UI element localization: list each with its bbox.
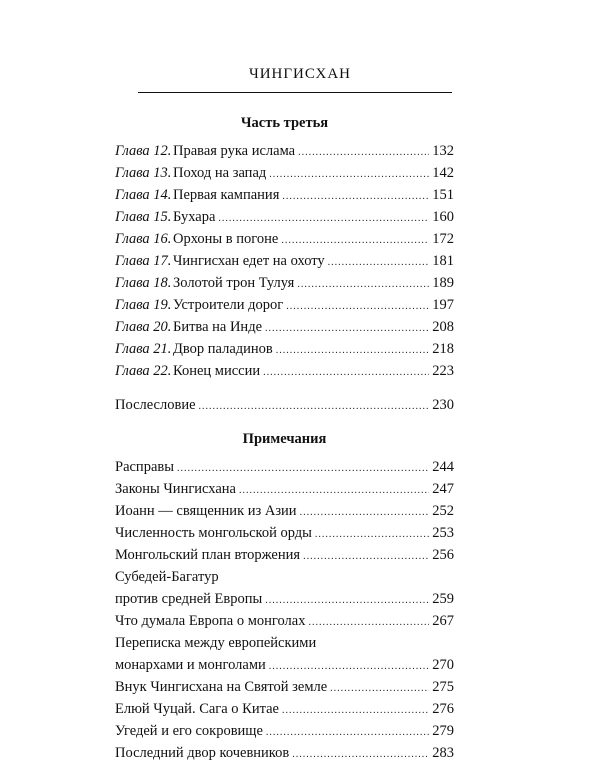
toc-entry[interactable] [115, 720, 454, 742]
toc-entry[interactable] [115, 522, 454, 544]
entry-title: Что думала Европа о монголах [115, 613, 306, 629]
toc-entry[interactable] [115, 698, 454, 720]
dot-leader [263, 362, 429, 382]
chapter-number: Глава 12. [115, 143, 172, 159]
dot-leader [265, 590, 429, 610]
page-number: 253 [432, 525, 454, 541]
toc-entry[interactable] [115, 676, 454, 698]
entry-title: Субедей-Багатур [115, 569, 219, 585]
dot-leader [308, 612, 429, 632]
dot-leader [297, 274, 429, 294]
section-title-notes: Примечания [242, 431, 327, 447]
toc-entry[interactable] [115, 294, 454, 316]
page-number: 275 [432, 679, 454, 695]
entry-title: Расправы [115, 459, 174, 475]
toc-entry[interactable] [115, 338, 454, 360]
toc-entry[interactable] [115, 654, 454, 676]
page-number: 151 [432, 187, 454, 203]
page-number: 256 [432, 547, 454, 563]
entry-title: Переписка между европейскими [115, 635, 317, 651]
chapter-number: Глава 21. [115, 341, 172, 357]
page-number: 208 [432, 319, 454, 335]
chapter-number: Глава 18. [115, 275, 172, 291]
toc-entry[interactable] [115, 588, 454, 610]
chapter-number: Глава 16. [115, 231, 172, 247]
dot-leader [269, 656, 430, 676]
page-number: 247 [432, 481, 454, 497]
dot-leader [292, 744, 429, 764]
entry-title: Иоанн — священник из Азии [115, 503, 297, 519]
dot-leader [300, 502, 430, 522]
entry-title: Золотой трон Тулуя [173, 275, 295, 291]
chapter-number: Глава 14. [115, 187, 172, 203]
toc-entry-afterword[interactable] [115, 394, 454, 416]
toc-entry[interactable] [115, 206, 454, 228]
entry-title: Двор паладинов [173, 341, 273, 357]
toc-entry[interactable] [115, 544, 454, 566]
entry-title: Орхоны в погоне [173, 231, 279, 247]
toc-entry[interactable] [115, 456, 454, 478]
page-number: 132 [432, 143, 454, 159]
dot-leader [315, 524, 429, 544]
chapter-number: Глава 15. [115, 209, 172, 225]
page-number: 230 [432, 397, 454, 413]
page-number: 172 [432, 231, 454, 247]
page-number: 279 [432, 723, 454, 739]
chapter-number: Глава 19. [115, 297, 172, 313]
entry-title: Чингисхан едет на охоту [173, 253, 325, 269]
entry-title: Внук Чингисхана на Святой земле [115, 679, 328, 695]
entry-title: Последний двор кочевников [115, 745, 290, 761]
entry-title: Бухара [173, 209, 216, 225]
toc-entry[interactable] [115, 250, 454, 272]
page-number: 244 [432, 459, 454, 475]
toc-entry[interactable] [115, 500, 454, 522]
entry-title: Устроители дорог [173, 297, 284, 313]
page-number: 259 [432, 591, 454, 607]
dot-leader [282, 186, 429, 206]
entry-title: Битва на Инде [173, 319, 263, 335]
dot-leader [218, 208, 429, 228]
page-number: 223 [432, 363, 454, 379]
entry-title: Послесловие [115, 397, 196, 413]
toc-entry-first-line[interactable] [115, 632, 454, 654]
dot-leader [328, 252, 430, 272]
toc-entry[interactable] [115, 140, 454, 162]
chapter-number: Глава 22. [115, 363, 172, 379]
page-number: 197 [432, 297, 454, 313]
entry-title: монархами и монголами [115, 657, 266, 673]
toc-entry[interactable] [115, 610, 454, 632]
running-head: ЧИНГИСХАН [248, 66, 352, 82]
page-number: 270 [432, 657, 454, 673]
page-number: 267 [432, 613, 454, 629]
entry-title: Елюй Чуцай. Сага о Китае [115, 701, 279, 717]
page-number: 142 [432, 165, 454, 181]
dot-leader [269, 164, 429, 184]
page-number: 283 [432, 745, 454, 761]
dot-leader [298, 142, 429, 162]
section-title-part3: Часть третья [240, 115, 329, 131]
page-number: 276 [432, 701, 454, 717]
chapter-number: Глава 13. [115, 165, 172, 181]
chapter-number: Глава 20. [115, 319, 172, 335]
toc-entry[interactable] [115, 478, 454, 500]
entry-title: Монгольский план вторжения [115, 547, 301, 563]
dot-leader [199, 396, 430, 416]
table-of-contents [115, 112, 454, 764]
toc-entry[interactable] [115, 228, 454, 250]
page-number: 218 [432, 341, 454, 357]
toc-entry-first-line[interactable] [115, 566, 454, 588]
dot-leader [303, 546, 429, 566]
entry-title: Угедей и его сокровище [115, 723, 263, 739]
entry-title: Правая рука ислама [173, 143, 296, 159]
dot-leader [330, 678, 429, 698]
entry-title: Первая кампания [173, 187, 280, 203]
dot-leader [177, 458, 429, 478]
dot-leader [276, 340, 429, 360]
page-number: 160 [432, 209, 454, 225]
dot-leader [281, 230, 429, 250]
chapter-number: Глава 17. [115, 253, 172, 269]
entry-title: Законы Чингисхана [115, 481, 236, 497]
page-number: 189 [432, 275, 454, 291]
dot-leader [266, 722, 429, 742]
toc-entry[interactable] [115, 360, 454, 382]
toc-entry[interactable] [115, 162, 454, 184]
toc-entry[interactable] [115, 184, 454, 206]
dot-leader [286, 296, 429, 316]
toc-entry[interactable] [115, 272, 454, 294]
dot-leader [282, 700, 429, 720]
entry-title: Конец миссии [173, 363, 261, 379]
dot-leader [265, 318, 429, 338]
page-number: 252 [432, 503, 454, 519]
entry-title: Численность монгольской орды [115, 525, 312, 541]
entry-title: Поход на запад [173, 165, 267, 181]
toc-entry[interactable] [115, 742, 454, 764]
dot-leader [239, 480, 429, 500]
header-rule [138, 92, 452, 93]
entry-title: против средней Европы [115, 591, 263, 607]
page-number: 181 [432, 253, 454, 269]
toc-entry[interactable] [115, 316, 454, 338]
